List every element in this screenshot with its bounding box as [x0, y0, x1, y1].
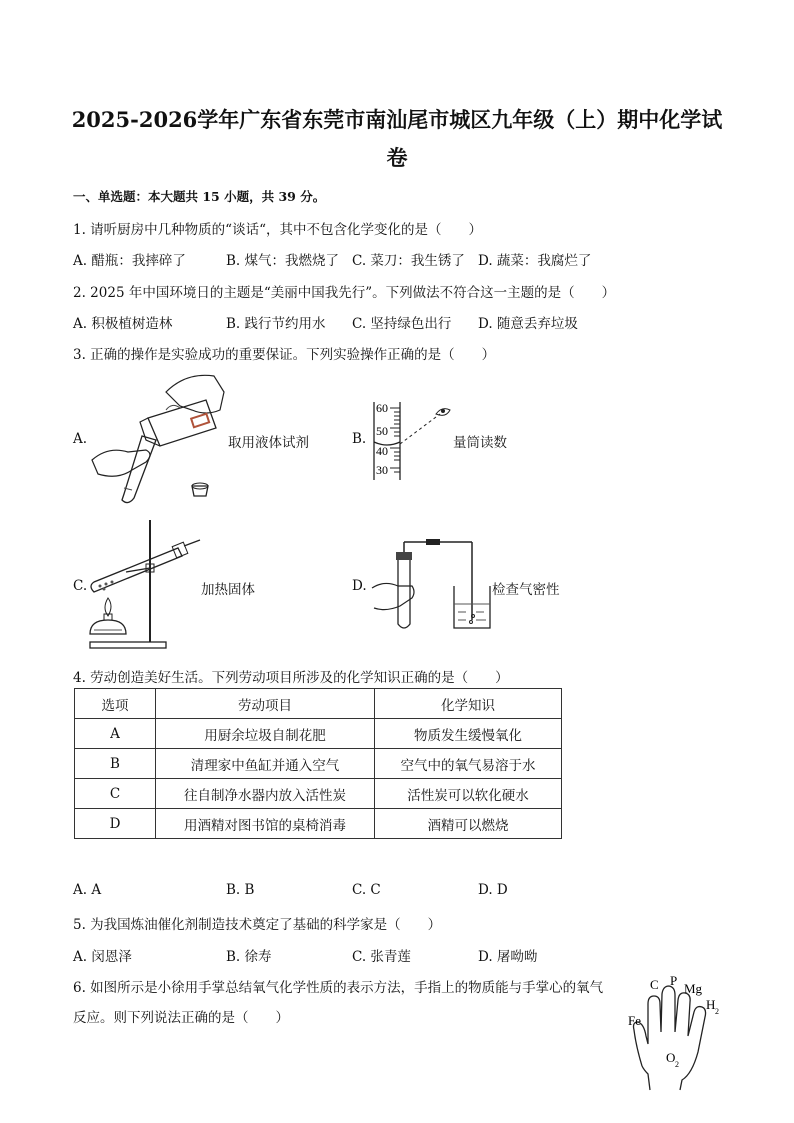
table-cell: 空气中的氧气易溶于水: [375, 749, 562, 779]
q3-caption-d: 检查气密性: [492, 582, 560, 598]
table-cell: 用厨余垃圾自制花肥: [156, 719, 375, 749]
table-row: [75, 719, 562, 749]
table-row: [75, 749, 562, 779]
table-header-cell: 选项: [75, 689, 156, 719]
table-header-row: [75, 689, 562, 719]
q3-caption-a: 取用液体试剂: [228, 435, 309, 451]
heating-solid-illustration: [86, 516, 206, 652]
table-row: [75, 779, 562, 809]
hand-label-o-subscript: 2: [675, 1060, 679, 1069]
hand-label-fe: Fe: [628, 1013, 641, 1028]
cylinder-tick-40: 40: [376, 444, 388, 458]
table-cell: 用酒精对图书馆的桌椅消毒: [156, 809, 375, 839]
q2-option-b: B. 践行节约用水: [226, 316, 326, 332]
title-line-2: 卷: [386, 145, 408, 170]
hand-label-c: C: [650, 977, 659, 992]
question-1-stem: 1. 请听厨房中几种物质的“谈话“，其中不包含化学变化的是（ ）: [73, 222, 482, 238]
airtightness-check-illustration: [368, 536, 498, 636]
q5-option-d: D. 屠呦呦: [478, 949, 538, 965]
q1-option-a: A. 醋瓶：我摔碎了: [73, 253, 186, 269]
question-5-stem: 5. 为我国炼油催化剂制造技术奠定了基础的科学家是（ ）: [73, 917, 442, 933]
q4-option-c: C. C: [352, 882, 381, 898]
q3-caption-c: 加热固体: [201, 582, 255, 598]
hand-label-h-subscript: 2: [715, 1007, 719, 1016]
q3-letter-a: A.: [73, 431, 88, 447]
table-cell: 酒精可以燃烧: [375, 809, 562, 839]
table-cell: A: [75, 719, 156, 749]
q5-option-c: C. 张青莲: [352, 949, 411, 965]
q4-table: [74, 688, 562, 839]
table-cell: C: [75, 779, 156, 809]
table-header-cell: 化学知识: [375, 689, 562, 719]
question-6-stem-line-1: 6. 如图所示是小徐用手掌总结氧气化学性质的表示方法，手指上的物质能与手掌心的氧气: [73, 980, 604, 996]
question-2-stem: 2. 2025 年中国环境日的主题是“美丽中国我先行”。下列做法不符合这一主题的是（ ）: [73, 285, 616, 301]
q2-option-a: A. 积极植树造林: [73, 316, 173, 332]
cylinder-tick-50: 50: [376, 424, 388, 438]
hand-oxygen-diagram: [626, 970, 732, 1092]
table-cell: B: [75, 749, 156, 779]
q4-option-d: D. D: [478, 882, 508, 898]
graduated-cylinder-illustration: [366, 396, 458, 482]
table-cell: 往自制净水器内放入活性炭: [156, 779, 375, 809]
pour-liquid-illustration: [88, 370, 228, 510]
cylinder-tick-30: 30: [376, 463, 388, 477]
q3-caption-b: 量筒读数: [453, 435, 507, 451]
question-3-stem: 3. 正确的操作是实验成功的重要保证。下列实验操作正确的是（ ）: [73, 347, 496, 363]
table-row: [75, 809, 562, 839]
q4-option-b: B. B: [226, 882, 255, 898]
question-6-stem-line-2: 反应。则下列说法正确的是（ ）: [73, 1010, 289, 1026]
q1-option-d: D. 蔬菜：我腐烂了: [478, 253, 592, 269]
table-header-cell: 劳动项目: [156, 689, 375, 719]
title-line-1: 2025-2026学年广东省东莞市南汕尾市城区九年级（上）期中化学试: [71, 107, 723, 132]
q5-option-a: A. 闵恩泽: [73, 949, 132, 965]
q3-letter-d: D.: [352, 578, 367, 594]
hand-label-o: O: [666, 1050, 676, 1065]
table-cell: D: [75, 809, 156, 839]
table-cell: 物质发生缓慢氧化: [375, 719, 562, 749]
q4-option-a: A. A: [73, 882, 102, 898]
cylinder-tick-60: 60: [376, 401, 388, 415]
q2-option-d: D. 随意丢弃垃圾: [478, 316, 578, 332]
q3-letter-c: C.: [73, 578, 88, 594]
section-heading: 一、单选题：本大题共 15 小题，共 39 分。: [73, 189, 326, 204]
q2-option-c: C. 坚持绿色出行: [352, 316, 452, 332]
hand-label-mg: Mg: [684, 981, 703, 996]
q5-option-b: B. 徐寿: [226, 949, 272, 965]
q1-option-b: B. 煤气：我燃烧了: [226, 253, 340, 269]
hand-label-h: H: [706, 997, 716, 1012]
table-cell: 清理家中鱼缸并通入空气: [156, 749, 375, 779]
question-4-stem: 4. 劳动创造美好生活。下列劳动项目所涉及的化学知识正确的是（ ）: [73, 670, 509, 686]
table-cell: 活性炭可以软化硬水: [375, 779, 562, 809]
hand-label-p: P: [670, 973, 678, 988]
q1-option-c: C. 菜刀：我生锈了: [352, 253, 465, 269]
q3-letter-b: B.: [352, 431, 367, 447]
